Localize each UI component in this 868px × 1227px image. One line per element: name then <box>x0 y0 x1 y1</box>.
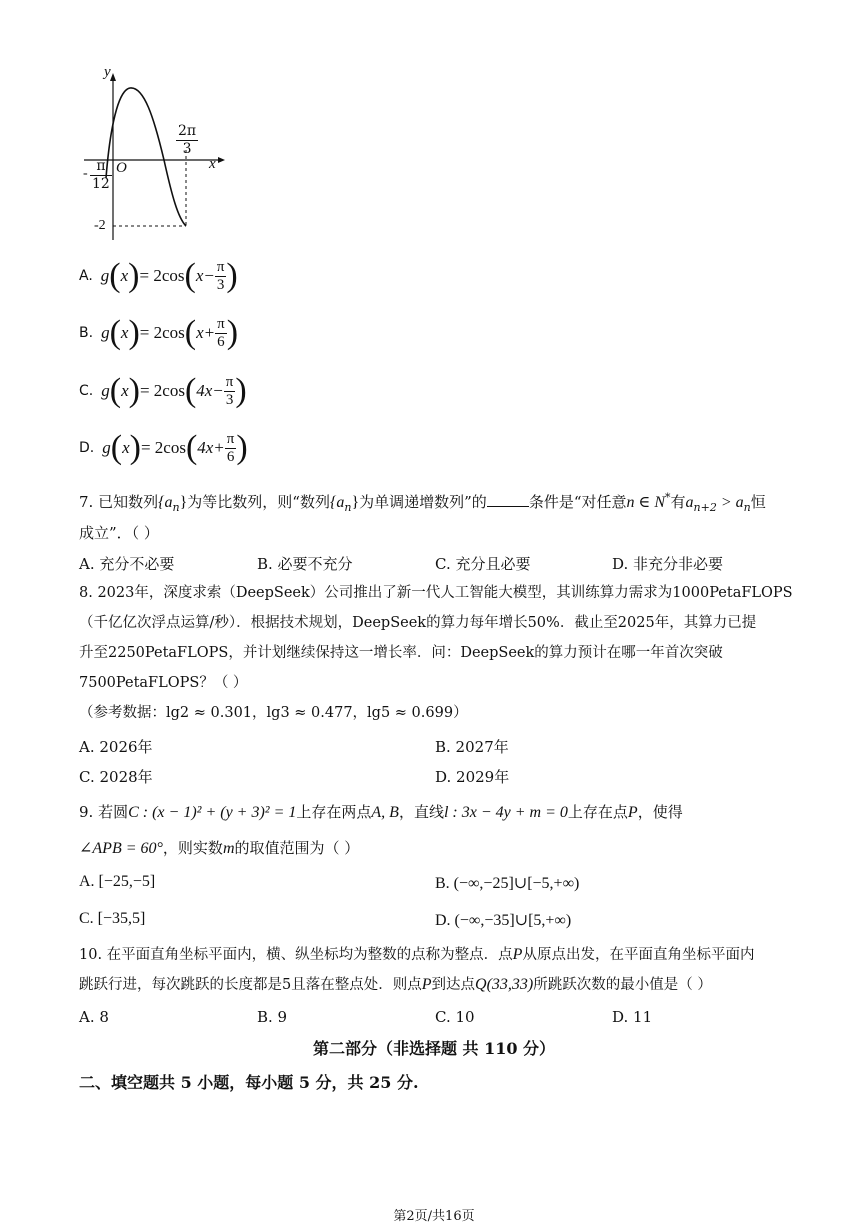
q8-option-b: B. 2027年 <box>435 738 509 756</box>
q9-option-a: A. [−25,−5] <box>79 873 156 890</box>
section2-title: 二、填空题共 5 小题，每小题 5 分，共 25 分. <box>79 1073 419 1092</box>
q6-option-c: C. g ( x ) = 2cos ( 4x− $\frac{\pi}{3}$ ) <box>79 372 247 409</box>
q8-option-a: A. 2026年 <box>79 738 153 756</box>
q10-option-d: D. 11 <box>612 1008 653 1026</box>
q6-option-b: B. g ( x ) = 2cos ( x+ $\frac{\pi}{6}$ ) <box>79 314 239 351</box>
x-axis-label: x <box>209 156 216 172</box>
origin-label: O <box>116 160 127 176</box>
q9-line1: 9. 若圆C : (x − 1)² + (y + 3)² = 1上存在两点A, B，直线l : 3x − 4y + m = 0上存在点P，使得 <box>79 803 683 821</box>
q8-line3: 升至2250PetaFLOPS，并计划继续保持这一增长率．问：DeepSeek的算力预计在哪一年首次突破 <box>79 645 723 661</box>
q7-question-line2: 成立”．（ ） <box>79 524 159 542</box>
x-axis-arrow <box>218 157 225 163</box>
q6-option-d: D. g ( x ) = 2cos ( 4x+ $\frac{\pi}{6}$ ) <box>79 429 248 466</box>
left-tick-sign: - <box>83 166 88 181</box>
q8-option-c: C. 2028年 <box>79 768 153 786</box>
q8-reference-data: （参考数据：lg2 ≈ 0.301，lg3 ≈ 0.477，lg5 ≈ 0.699） <box>79 705 468 721</box>
q7-option-c: C. 充分且必要 <box>435 555 531 573</box>
right-tick-label: $\frac{2\pi}{3}$ <box>178 123 197 157</box>
y-tick-label: -2 <box>94 218 106 233</box>
q7-question-line1: 7. 已知数列$\{a_n\}$为等比数列，则“数列$\{a_n\}$为单调递增数列”的 条件是“对任意n ∈ N*有$a_{n+2} > a_n$恒 <box>79 491 766 514</box>
q10-option-c: C. 10 <box>435 1008 475 1026</box>
q10-line1: 10. 在平面直角坐标平面内，横、纵坐标均为整数的点称为整点．点P从原点出发，在平面直角坐标平面内 <box>79 946 755 963</box>
q7-option-b: B. 必要不充分 <box>257 555 353 573</box>
q8-line2: （千亿亿次浮点运算/秒）．根据技术规划，DeepSeek的算力每年增长50%．截止至2025年，其算力已提 <box>79 615 757 631</box>
page-footer: 第2页/共16页 <box>393 1209 475 1224</box>
q9-option-c: C. [−35,5] <box>79 910 146 927</box>
q7-option-a: A. 充分不必要 <box>79 555 175 573</box>
q9-line2: ∠APB = 60°，则实数m的取值范围为（ ） <box>79 839 360 857</box>
q8-option-d: D. 2029年 <box>435 768 510 786</box>
q10-line2: 跳跃行进，每次跳跃的长度都是5且落在整点处．则点P到达点Q(33,33)所跳跃次数的最小值是（ ） <box>79 976 712 993</box>
function-graph <box>80 64 230 243</box>
y-axis-label: y <box>104 64 111 80</box>
cosine-curve <box>106 88 186 226</box>
q6-option-a: A. g ( x ) = 2cos ( x− $\frac{\pi}{3}$ ) <box>79 257 238 294</box>
answer-blank <box>487 492 529 507</box>
q9-option-d: D. (−∞,−35]∪[5,+∞) <box>435 912 572 929</box>
q7-option-d: D. 非充分非必要 <box>612 555 724 573</box>
q8-line4: 7500PetaFLOPS？（ ） <box>79 675 248 691</box>
q9-option-b: B. (−∞,−25]∪[−5,+∞) <box>435 875 580 892</box>
function-graph-svg <box>80 68 230 243</box>
q10-option-b: B. 9 <box>257 1008 288 1026</box>
part2-title: 第二部分（非选择题 共 110 分） <box>312 1039 556 1058</box>
q10-option-a: A. 8 <box>79 1008 109 1026</box>
q8-line1: 8. 2023年，深度求索（DeepSeek）公司推出了新一代人工智能大模型，其训练算力需求为1000PetaFLOPS <box>79 585 793 601</box>
left-tick-label: $\frac{\pi}{12}$ <box>92 158 110 192</box>
